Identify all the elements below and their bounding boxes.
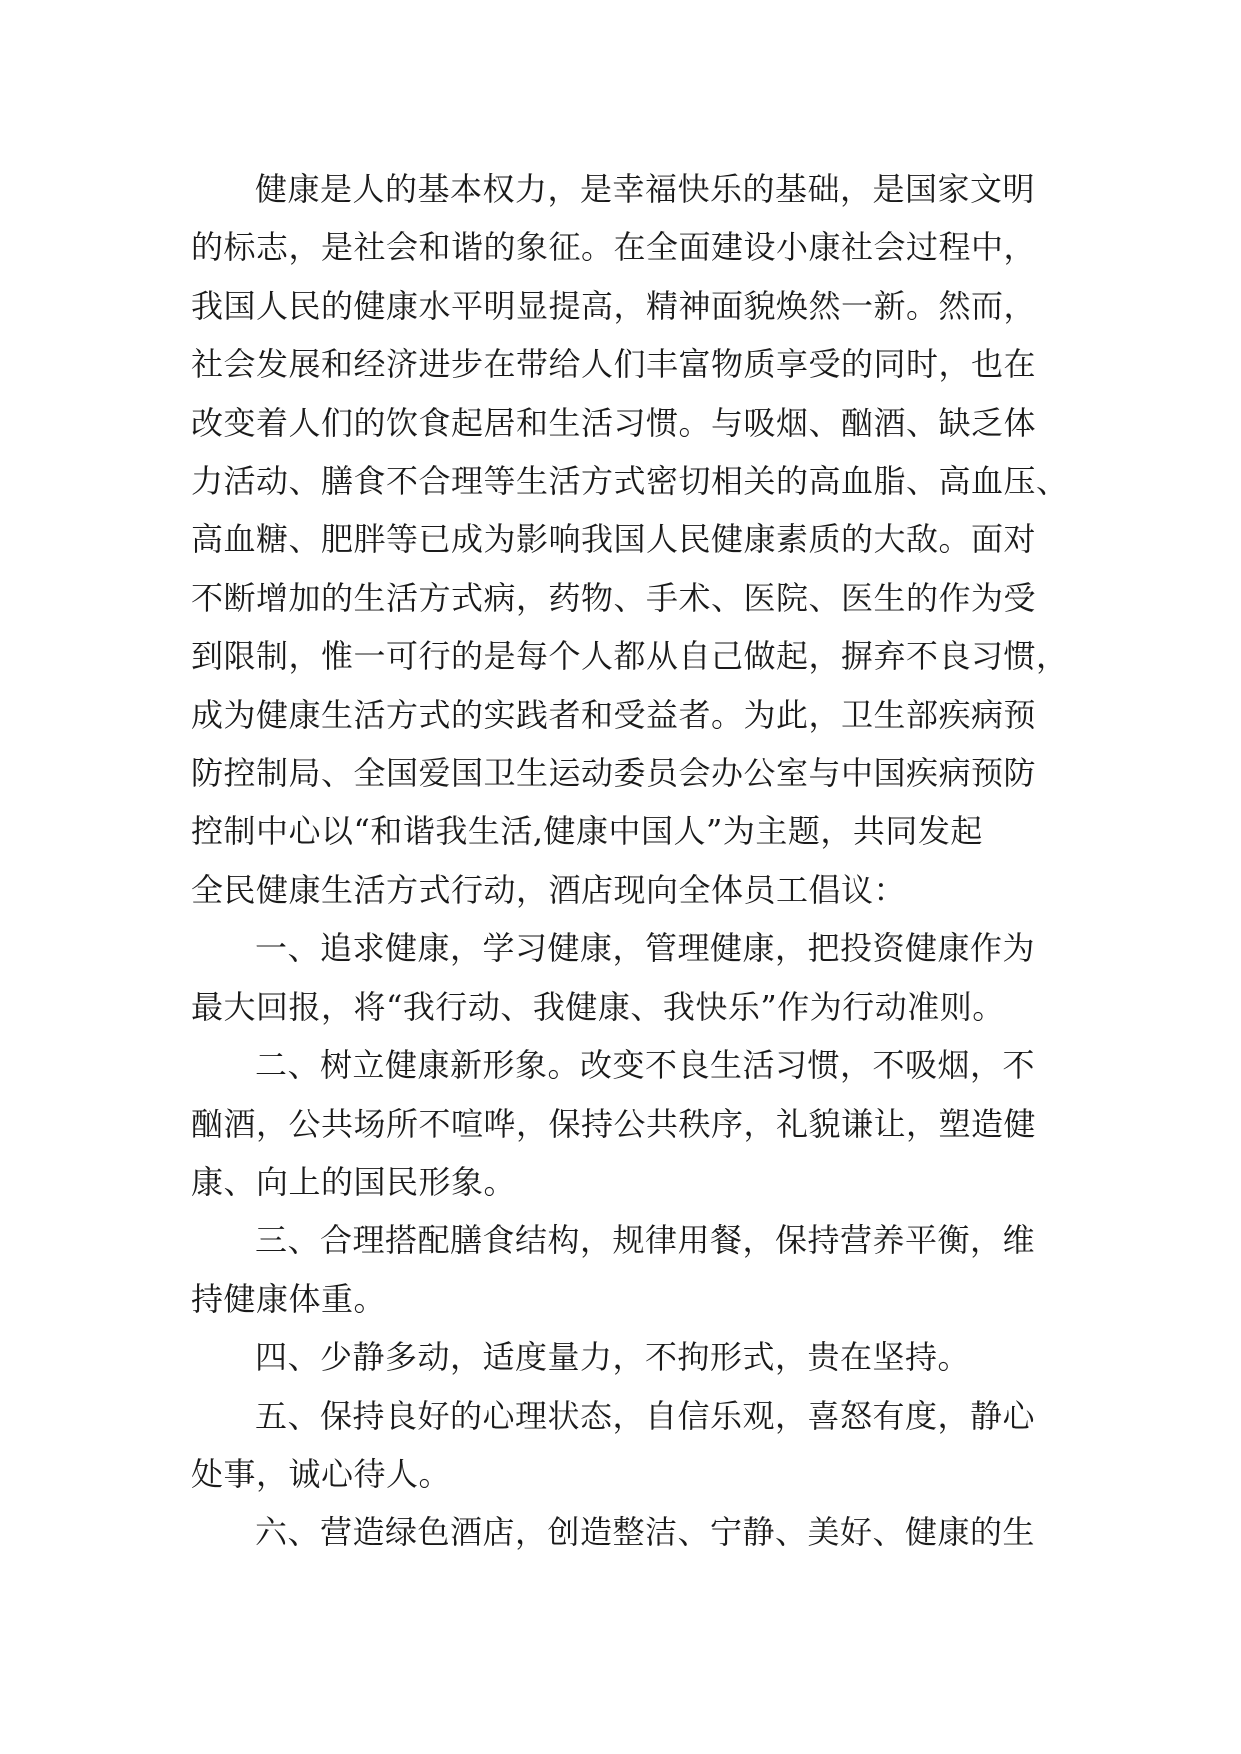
text-line: 的标志，是社会和谐的象征。在全面建设小康社会过程中， bbox=[191, 228, 1037, 267]
text-line: 社会发展和经济进步在带给人们丰富物质享受的同时，也在 bbox=[191, 345, 1037, 384]
proposal-item-1 bbox=[191, 919, 1051, 1036]
text-line: 高血糖、肥胖等已成为影响我国人民健康素质的大敌。面对 bbox=[191, 520, 1037, 559]
text-line: 力活动、膳食不合理等生活方式密切相关的高血脂、高血压、 bbox=[191, 462, 1069, 501]
text-line: 六、营造绿色酒店，创造整洁、宁静、美好、健康的生 bbox=[255, 1513, 1036, 1552]
text-line: 处事，诚心待人。 bbox=[191, 1454, 452, 1493]
proposal-item-2 bbox=[191, 1036, 1051, 1211]
text-line: 健康是人的基本权力，是幸福快乐的基础，是国家文明 bbox=[255, 170, 1036, 208]
text-line: 四、少静多动，适度量力，不拘形式，贵在坚持。 bbox=[255, 1338, 971, 1377]
text-line: 一、追求健康，学习健康，管理健康，把投资健康作为 bbox=[255, 929, 1036, 968]
document-body bbox=[191, 160, 1069, 1562]
text-line: 康、向上的国民形象。 bbox=[191, 1162, 517, 1201]
text-line: 五、保持良好的心理状态，自信乐观，喜怒有度，静心 bbox=[255, 1396, 1036, 1435]
text-line: 二、树立健康新形象。改变不良生活习惯，不吸烟，不 bbox=[255, 1046, 1036, 1085]
text-line: 酗酒，公共场所不喧哗，保持公共秩序，礼貌谦让，塑造健 bbox=[191, 1104, 1037, 1143]
text-line: 持健康体重。 bbox=[191, 1279, 387, 1318]
proposal-item-3 bbox=[191, 1211, 1051, 1328]
text-line: 不断增加的生活方式病，药物、手术、医院、医生的作为受 bbox=[191, 578, 1037, 617]
text-line: 三、合理搭配膳食结构，规律用餐，保持营养平衡，维 bbox=[255, 1221, 1036, 1260]
intro-paragraph bbox=[191, 160, 1069, 919]
proposal-item-4 bbox=[191, 1328, 1051, 1386]
text-line: 改变着人们的饮食起居和生活习惯。与吸烟、酗酒、缺乏体 bbox=[191, 403, 1037, 442]
proposal-item-5 bbox=[191, 1387, 1051, 1504]
text-line: 我国人民的健康水平明显提高，精神面貌焕然一新。然而， bbox=[191, 286, 1037, 325]
text-line: 到限制，惟一可行的是每个人都从自己做起，摒弃不良习惯， bbox=[191, 637, 1069, 676]
proposal-item-6 bbox=[191, 1503, 1051, 1561]
text-line: 成为健康生活方式的实践者和受益者。为此，卫生部疾病预 bbox=[191, 695, 1037, 734]
text-line: 最大回报，将“我行动、我健康、我快乐”作为行动准则。 bbox=[191, 987, 1005, 1026]
text-line: 控制中心以“和谐我生活,健康中国人”为主题，共同发起 bbox=[191, 812, 983, 851]
text-line: 防控制局、全国爱国卫生运动委员会办公室与中国疾病预防 bbox=[191, 754, 1037, 793]
text-line: 全民健康生活方式行动，酒店现向全体员工倡议： bbox=[191, 870, 907, 909]
